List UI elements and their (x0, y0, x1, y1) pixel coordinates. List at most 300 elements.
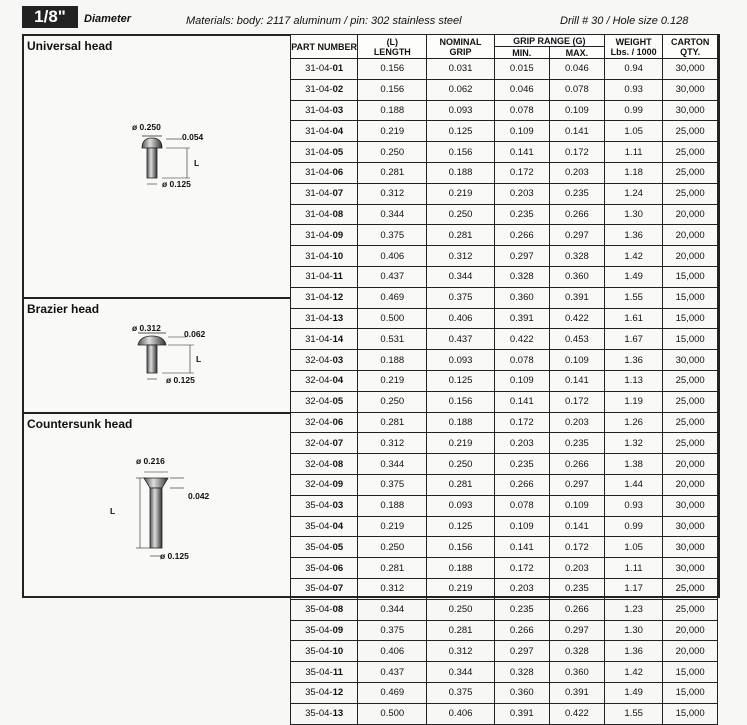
qty-cell: 15,000 (663, 308, 718, 329)
qty-cell: 20,000 (663, 620, 718, 641)
part-suffix: 09 (332, 479, 344, 491)
max-cell: 0.266 (549, 599, 604, 620)
grip-cell: 0.312 (427, 246, 494, 267)
part-number-cell (291, 266, 358, 287)
max-cell: 0.141 (549, 121, 604, 142)
grip-cell: 0.156 (427, 391, 494, 412)
length-cell: 0.500 (358, 703, 427, 724)
max-cell: 0.078 (549, 79, 604, 100)
min-cell: 0.078 (494, 495, 549, 516)
length-cell: 0.312 (358, 433, 427, 454)
min-cell: 0.266 (494, 620, 549, 641)
part-prefix: 31-04- (305, 167, 333, 179)
part-suffix: 04 (332, 125, 344, 137)
qty-cell: 25,000 (663, 578, 718, 599)
table-row (291, 578, 718, 599)
length-cell: 0.250 (358, 537, 427, 558)
max-cell: 0.453 (549, 329, 604, 350)
max-cell: 0.422 (549, 703, 604, 724)
max-cell: 0.109 (549, 350, 604, 371)
part-suffix: 09 (332, 624, 344, 636)
table-row (291, 620, 718, 641)
part-number-cell (291, 412, 358, 433)
min-cell: 0.391 (494, 308, 549, 329)
table-row (291, 495, 718, 516)
min-cell: 0.360 (494, 682, 549, 703)
table-row (291, 454, 718, 475)
part-prefix: 35-04- (305, 520, 333, 532)
max-cell: 0.328 (549, 641, 604, 662)
part-prefix: 35-04- (305, 645, 333, 657)
table-row (291, 433, 718, 454)
min-cell: 0.109 (494, 516, 549, 537)
part-prefix: 32-04- (305, 437, 333, 449)
part-suffix: 09 (332, 229, 344, 241)
part-suffix: 06 (332, 562, 344, 574)
length-cell: 0.375 (358, 620, 427, 641)
countersunk-head-dia: ø 0.216 (136, 456, 165, 466)
part-prefix: 31-04- (305, 292, 333, 304)
qty-cell: 25,000 (663, 162, 718, 183)
part-number-cell (291, 308, 358, 329)
part-number-cell (291, 162, 358, 183)
grip-cell: 0.125 (427, 370, 494, 391)
part-prefix: 35-04- (305, 541, 333, 553)
part-prefix: 35-04- (305, 562, 333, 574)
part-number-cell (291, 620, 358, 641)
col-nominal-grip: NOMINAL GRIP (427, 35, 494, 59)
materials-text: Materials: body: 2117 aluminum / pin: 302 stainless steel (186, 15, 462, 27)
grip-cell: 0.281 (427, 474, 494, 495)
part-prefix: 31-04- (305, 188, 333, 200)
part-suffix: 11 (332, 666, 343, 678)
weight-unit: Lbs. / 1000 (610, 46, 657, 57)
max-cell: 0.203 (549, 558, 604, 579)
grip-cell: 0.125 (427, 516, 494, 537)
brazier-shank-dia: ø 0.125 (166, 375, 195, 385)
part-suffix: 04 (332, 375, 344, 387)
grip-cell: 0.281 (427, 620, 494, 641)
part-number-cell (291, 391, 358, 412)
min-cell: 0.266 (494, 225, 549, 246)
part-suffix: 07 (332, 583, 344, 595)
grip-cell: 0.344 (427, 662, 494, 683)
col-part-number: PART NUMBER (291, 35, 358, 59)
table-row (291, 641, 718, 662)
weight-cell: 1.30 (604, 204, 662, 225)
weight-cell: 1.13 (604, 370, 662, 391)
part-prefix: 35-04- (305, 583, 333, 595)
part-suffix: 06 (332, 167, 344, 179)
qty-cell: 20,000 (663, 474, 718, 495)
length-cell: 0.406 (358, 641, 427, 662)
weight-label: WEIGHT (615, 36, 652, 47)
weight-cell: 1.55 (604, 287, 662, 308)
qty-cell: 30,000 (663, 495, 718, 516)
length-label: LENGTH (373, 46, 411, 57)
length-cell: 0.375 (358, 225, 427, 246)
grip-cell: 0.344 (427, 266, 494, 287)
grip-cell: 0.062 (427, 79, 494, 100)
part-prefix: 32-04- (305, 479, 333, 491)
max-cell: 0.172 (549, 537, 604, 558)
part-suffix: 06 (332, 416, 344, 428)
min-cell: 0.078 (494, 350, 549, 371)
part-prefix: 31-04- (305, 104, 333, 116)
spec-table (290, 34, 718, 725)
grip-cell: 0.188 (427, 558, 494, 579)
weight-cell: 1.32 (604, 433, 662, 454)
part-number-cell (291, 682, 358, 703)
part-prefix: 31-04- (305, 333, 333, 345)
max-cell: 0.297 (549, 474, 604, 495)
col-length (358, 35, 427, 59)
length-cell: 0.437 (358, 266, 427, 287)
part-prefix: 32-04- (305, 354, 333, 366)
table-row (291, 162, 718, 183)
qty-cell: 25,000 (663, 599, 718, 620)
length-cell: 0.156 (358, 79, 427, 100)
table-row (291, 558, 718, 579)
table-row (291, 329, 718, 350)
min-cell: 0.141 (494, 537, 549, 558)
part-number-cell (291, 100, 358, 121)
grip-cell: 0.250 (427, 454, 494, 475)
part-number-cell (291, 703, 358, 724)
grip-cell: 0.219 (427, 433, 494, 454)
table-row (291, 350, 718, 371)
grip-cell: 0.125 (427, 121, 494, 142)
table-row (291, 59, 718, 80)
weight-cell: 1.67 (604, 329, 662, 350)
grip-cell: 0.093 (427, 100, 494, 121)
length-cell: 0.406 (358, 246, 427, 267)
weight-cell: 1.24 (604, 183, 662, 204)
min-cell: 0.235 (494, 599, 549, 620)
min-cell: 0.360 (494, 287, 549, 308)
part-suffix: 03 (332, 500, 344, 512)
min-cell: 0.109 (494, 121, 549, 142)
grip-cell: 0.093 (427, 350, 494, 371)
table-row (291, 682, 718, 703)
max-cell: 0.203 (549, 162, 604, 183)
spec-frame (22, 34, 720, 720)
part-number-cell (291, 287, 358, 308)
max-cell: 0.235 (549, 433, 604, 454)
length-cell: 0.375 (358, 474, 427, 495)
part-suffix: 13 (332, 708, 344, 720)
table-row (291, 516, 718, 537)
part-number-cell (291, 662, 358, 683)
max-cell: 0.266 (549, 204, 604, 225)
length-cell: 0.344 (358, 454, 427, 475)
part-number-cell (291, 495, 358, 516)
section-universal (24, 36, 290, 299)
part-number-cell (291, 225, 358, 246)
weight-cell: 1.36 (604, 225, 662, 246)
part-suffix: 08 (332, 604, 344, 616)
grip-cell: 0.031 (427, 59, 494, 80)
carton-qty-label: QTY. (680, 46, 701, 57)
part-suffix: 05 (332, 146, 344, 158)
min-cell: 0.172 (494, 558, 549, 579)
length-cell: 0.188 (358, 495, 427, 516)
col-carton (663, 35, 718, 59)
part-suffix: 03 (332, 354, 344, 366)
col-grip-max: MAX. (549, 47, 604, 59)
min-cell: 0.203 (494, 578, 549, 599)
part-suffix: 08 (332, 208, 344, 220)
grip-cell: 0.312 (427, 641, 494, 662)
part-number-cell (291, 204, 358, 225)
page-header (0, 0, 747, 32)
min-cell: 0.266 (494, 474, 549, 495)
table-row (291, 474, 718, 495)
qty-cell: 20,000 (663, 641, 718, 662)
section-title: Countersunk head (27, 417, 133, 431)
min-cell: 0.422 (494, 329, 549, 350)
min-cell: 0.328 (494, 266, 549, 287)
max-cell: 0.266 (549, 454, 604, 475)
weight-cell: 1.44 (604, 474, 662, 495)
countersunk-length: L (110, 506, 116, 516)
part-prefix: 32-04- (305, 375, 333, 387)
min-cell: 0.015 (494, 59, 549, 80)
part-prefix: 31-04- (305, 229, 333, 241)
grip-cell: 0.281 (427, 225, 494, 246)
part-number-cell (291, 246, 358, 267)
table-row (291, 412, 718, 433)
table-row (291, 266, 718, 287)
weight-cell: 1.11 (604, 142, 662, 163)
weight-cell: 1.11 (604, 558, 662, 579)
carton-label: CARTON (671, 36, 710, 47)
length-cell: 0.531 (358, 329, 427, 350)
diameter-label: Diameter (84, 13, 132, 25)
table-row (291, 79, 718, 100)
weight-cell: 1.17 (604, 578, 662, 599)
min-cell: 0.141 (494, 391, 549, 412)
part-suffix: 03 (332, 104, 344, 116)
qty-cell: 30,000 (663, 558, 718, 579)
grip-symbol: (G) (572, 35, 586, 46)
part-suffix: 05 (332, 396, 344, 408)
weight-cell: 1.42 (604, 246, 662, 267)
grip-cell: 0.188 (427, 412, 494, 433)
section-brazier (24, 297, 290, 414)
weight-cell: 1.42 (604, 662, 662, 683)
min-cell: 0.172 (494, 412, 549, 433)
qty-cell: 15,000 (663, 329, 718, 350)
length-cell: 0.469 (358, 682, 427, 703)
part-number-cell (291, 329, 358, 350)
length-cell: 0.188 (358, 100, 427, 121)
max-cell: 0.109 (549, 100, 604, 121)
qty-cell: 25,000 (663, 391, 718, 412)
weight-cell: 1.36 (604, 350, 662, 371)
countersunk-shank-dia: ø 0.125 (160, 551, 189, 561)
part-prefix: 35-04- (305, 500, 333, 512)
part-prefix: 32-04- (305, 416, 333, 428)
part-number-cell (291, 578, 358, 599)
part-prefix: 35-04- (305, 687, 333, 699)
weight-cell: 1.05 (604, 121, 662, 142)
table-row (291, 391, 718, 412)
length-cell: 0.250 (358, 142, 427, 163)
table-row (291, 225, 718, 246)
part-number-cell (291, 516, 358, 537)
length-cell: 0.219 (358, 121, 427, 142)
table-row (291, 703, 718, 724)
grip-cell: 0.093 (427, 495, 494, 516)
weight-cell: 0.99 (604, 516, 662, 537)
grip-cell: 0.219 (427, 578, 494, 599)
min-cell: 0.078 (494, 100, 549, 121)
part-prefix: 31-04- (305, 312, 333, 324)
length-cell: 0.500 (358, 308, 427, 329)
section-title: Universal head (27, 39, 113, 53)
part-suffix: 08 (332, 458, 344, 470)
length-cell: 0.469 (358, 287, 427, 308)
table-row (291, 183, 718, 204)
length-cell: 0.156 (358, 59, 427, 80)
table-row (291, 537, 718, 558)
qty-cell: 20,000 (663, 454, 718, 475)
min-cell: 0.235 (494, 454, 549, 475)
max-cell: 0.328 (549, 246, 604, 267)
max-cell: 0.172 (549, 142, 604, 163)
max-cell: 0.046 (549, 59, 604, 80)
length-cell: 0.281 (358, 412, 427, 433)
qty-cell: 25,000 (663, 121, 718, 142)
grip-cell: 0.375 (427, 682, 494, 703)
part-prefix: 35-04- (305, 666, 333, 678)
weight-cell: 1.23 (604, 599, 662, 620)
weight-cell: 1.61 (604, 308, 662, 329)
max-cell: 0.235 (549, 578, 604, 599)
universal-length: L (194, 158, 200, 168)
weight-cell: 1.49 (604, 682, 662, 703)
min-cell: 0.328 (494, 662, 549, 683)
part-prefix: 32-04- (305, 396, 333, 408)
col-weight (604, 35, 662, 59)
qty-cell: 25,000 (663, 433, 718, 454)
part-prefix: 31-04- (305, 146, 333, 158)
grip-cell: 0.250 (427, 599, 494, 620)
length-cell: 0.312 (358, 578, 427, 599)
qty-cell: 15,000 (663, 682, 718, 703)
min-cell: 0.235 (494, 204, 549, 225)
max-cell: 0.203 (549, 412, 604, 433)
part-prefix: 31-04- (305, 84, 333, 96)
weight-cell: 0.93 (604, 79, 662, 100)
part-number-cell (291, 142, 358, 163)
max-cell: 0.360 (549, 662, 604, 683)
part-number-cell (291, 474, 358, 495)
part-prefix: 31-04- (305, 125, 333, 137)
min-cell: 0.046 (494, 79, 549, 100)
grip-cell: 0.406 (427, 308, 494, 329)
grip-cell: 0.188 (427, 162, 494, 183)
universal-head-height: 0.054 (182, 132, 204, 142)
part-suffix: 07 (332, 437, 344, 449)
table-row (291, 142, 718, 163)
col-grip-min: MIN. (494, 47, 549, 59)
weight-cell: 1.49 (604, 266, 662, 287)
length-cell: 0.437 (358, 662, 427, 683)
table-row (291, 204, 718, 225)
part-suffix: 13 (332, 312, 344, 324)
universal-shank-dia: ø 0.125 (162, 179, 191, 189)
part-number-cell (291, 79, 358, 100)
part-suffix: 11 (332, 271, 343, 283)
qty-cell: 20,000 (663, 225, 718, 246)
section-title: Brazier head (27, 302, 100, 316)
max-cell: 0.422 (549, 308, 604, 329)
length-symbol: (L) (386, 36, 399, 47)
weight-cell: 0.93 (604, 495, 662, 516)
qty-cell: 15,000 (663, 266, 718, 287)
weight-cell: 1.38 (604, 454, 662, 475)
weight-cell: 1.36 (604, 641, 662, 662)
max-cell: 0.391 (549, 682, 604, 703)
table-row (291, 100, 718, 121)
part-number-cell (291, 537, 358, 558)
brazier-length: L (196, 354, 202, 364)
drill-text: Drill # 30 / Hole size 0.128 (560, 15, 689, 27)
table-row (291, 662, 718, 683)
max-cell: 0.391 (549, 287, 604, 308)
min-cell: 0.203 (494, 433, 549, 454)
qty-cell: 30,000 (663, 100, 718, 121)
part-prefix: 31-04- (305, 63, 333, 75)
qty-cell: 15,000 (663, 703, 718, 724)
qty-cell: 30,000 (663, 350, 718, 371)
qty-cell: 15,000 (663, 662, 718, 683)
part-suffix: 05 (332, 541, 344, 553)
size-badge: 1/8" (22, 6, 78, 28)
qty-cell: 30,000 (663, 537, 718, 558)
part-suffix: 14 (332, 333, 344, 345)
col-grip-range (494, 35, 604, 47)
grip-cell: 0.219 (427, 183, 494, 204)
max-cell: 0.141 (549, 516, 604, 537)
qty-cell: 20,000 (663, 204, 718, 225)
min-cell: 0.109 (494, 370, 549, 391)
part-prefix: 31-04- (305, 208, 333, 220)
grip-cell: 0.156 (427, 537, 494, 558)
qty-cell: 25,000 (663, 183, 718, 204)
table-row (291, 287, 718, 308)
grip-cell: 0.437 (427, 329, 494, 350)
part-number-cell (291, 183, 358, 204)
qty-cell: 25,000 (663, 142, 718, 163)
part-suffix: 10 (332, 645, 344, 657)
length-cell: 0.344 (358, 204, 427, 225)
qty-cell: 25,000 (663, 370, 718, 391)
qty-cell: 30,000 (663, 516, 718, 537)
weight-cell: 1.55 (604, 703, 662, 724)
part-number-cell (291, 59, 358, 80)
part-prefix: 35-04- (305, 708, 333, 720)
part-number-cell (291, 641, 358, 662)
max-cell: 0.172 (549, 391, 604, 412)
weight-cell: 1.05 (604, 537, 662, 558)
part-number-cell (291, 433, 358, 454)
part-suffix: 04 (332, 520, 344, 532)
qty-cell: 15,000 (663, 287, 718, 308)
table-row (291, 121, 718, 142)
